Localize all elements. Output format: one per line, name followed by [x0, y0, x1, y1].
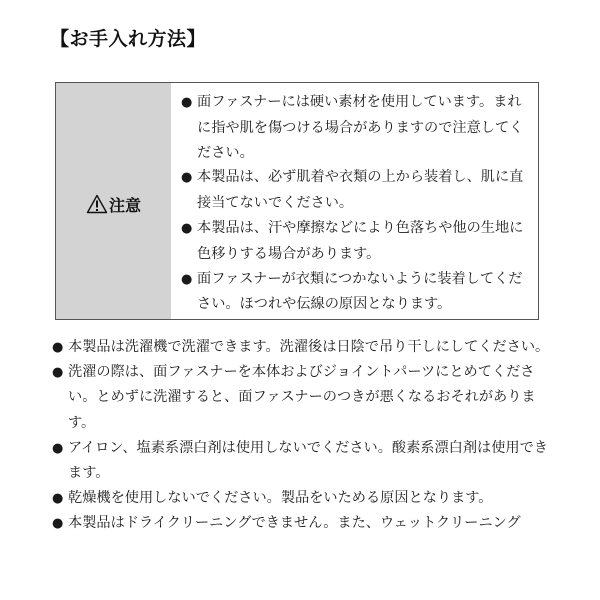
bullet-icon: ● [52, 340, 64, 355]
care-item: ● 洗濯の際は、面ファスナーを本体およびジョイントパーツにとめてください。とめずに洗濯すると、面ファスナーのつきが悪くなるおそれがあります。 [52, 360, 552, 436]
caution-item: ● 面ファスナーには硬い素材を使用しています。まれに指や肌を傷つける場合がありますので注意してください。 [181, 90, 528, 165]
caution-box [55, 82, 539, 320]
caution-heading [86, 193, 141, 216]
care-item: ● 乾燥機を使用しないでください。製品をいためる原因となります。 [52, 486, 552, 511]
caution-item: ● 本製品は、必ず肌着や衣類の上から装着し、肌に直接当てないでください。 [181, 165, 528, 216]
caution-item: ● 面ファスナーが衣類につかないように装着してください。ほつれや伝線の原因となります。 [181, 267, 528, 318]
caution-item: ● 本製品は、汗や摩擦などにより色落ちや他の生地に色移りする場合があります。 [181, 216, 528, 267]
bullet-icon: ● [181, 220, 193, 236]
care-item: ● アイロン、塩素系漂白剤は使用しないでください。酸素系漂白剤は使用できます。 [52, 436, 552, 486]
care-item: ● 本製品は洗濯機で洗濯できます。洗濯後は日陰で吊り干しにしてください。 [52, 335, 552, 360]
bullet-icon: ● [181, 95, 193, 110]
bullet-icon: ● [52, 516, 64, 532]
bullet-icon: ● [181, 271, 193, 287]
bullet-icon: ● [181, 170, 193, 186]
bullet-icon: ● [52, 365, 64, 381]
care-item: ● 本製品はドライクリーニングできません。また、ウェットクリーニング [52, 511, 552, 536]
page-title: 【お手入れ方法】 [50, 28, 207, 50]
care-instructions-list [52, 335, 552, 537]
bullet-icon: ● [52, 491, 64, 507]
warning-triangle-icon [86, 194, 108, 214]
caution-label-column [56, 83, 171, 319]
caution-label: 注意 [108, 195, 141, 215]
caution-list [171, 83, 538, 319]
bullet-icon: ● [52, 440, 64, 456]
